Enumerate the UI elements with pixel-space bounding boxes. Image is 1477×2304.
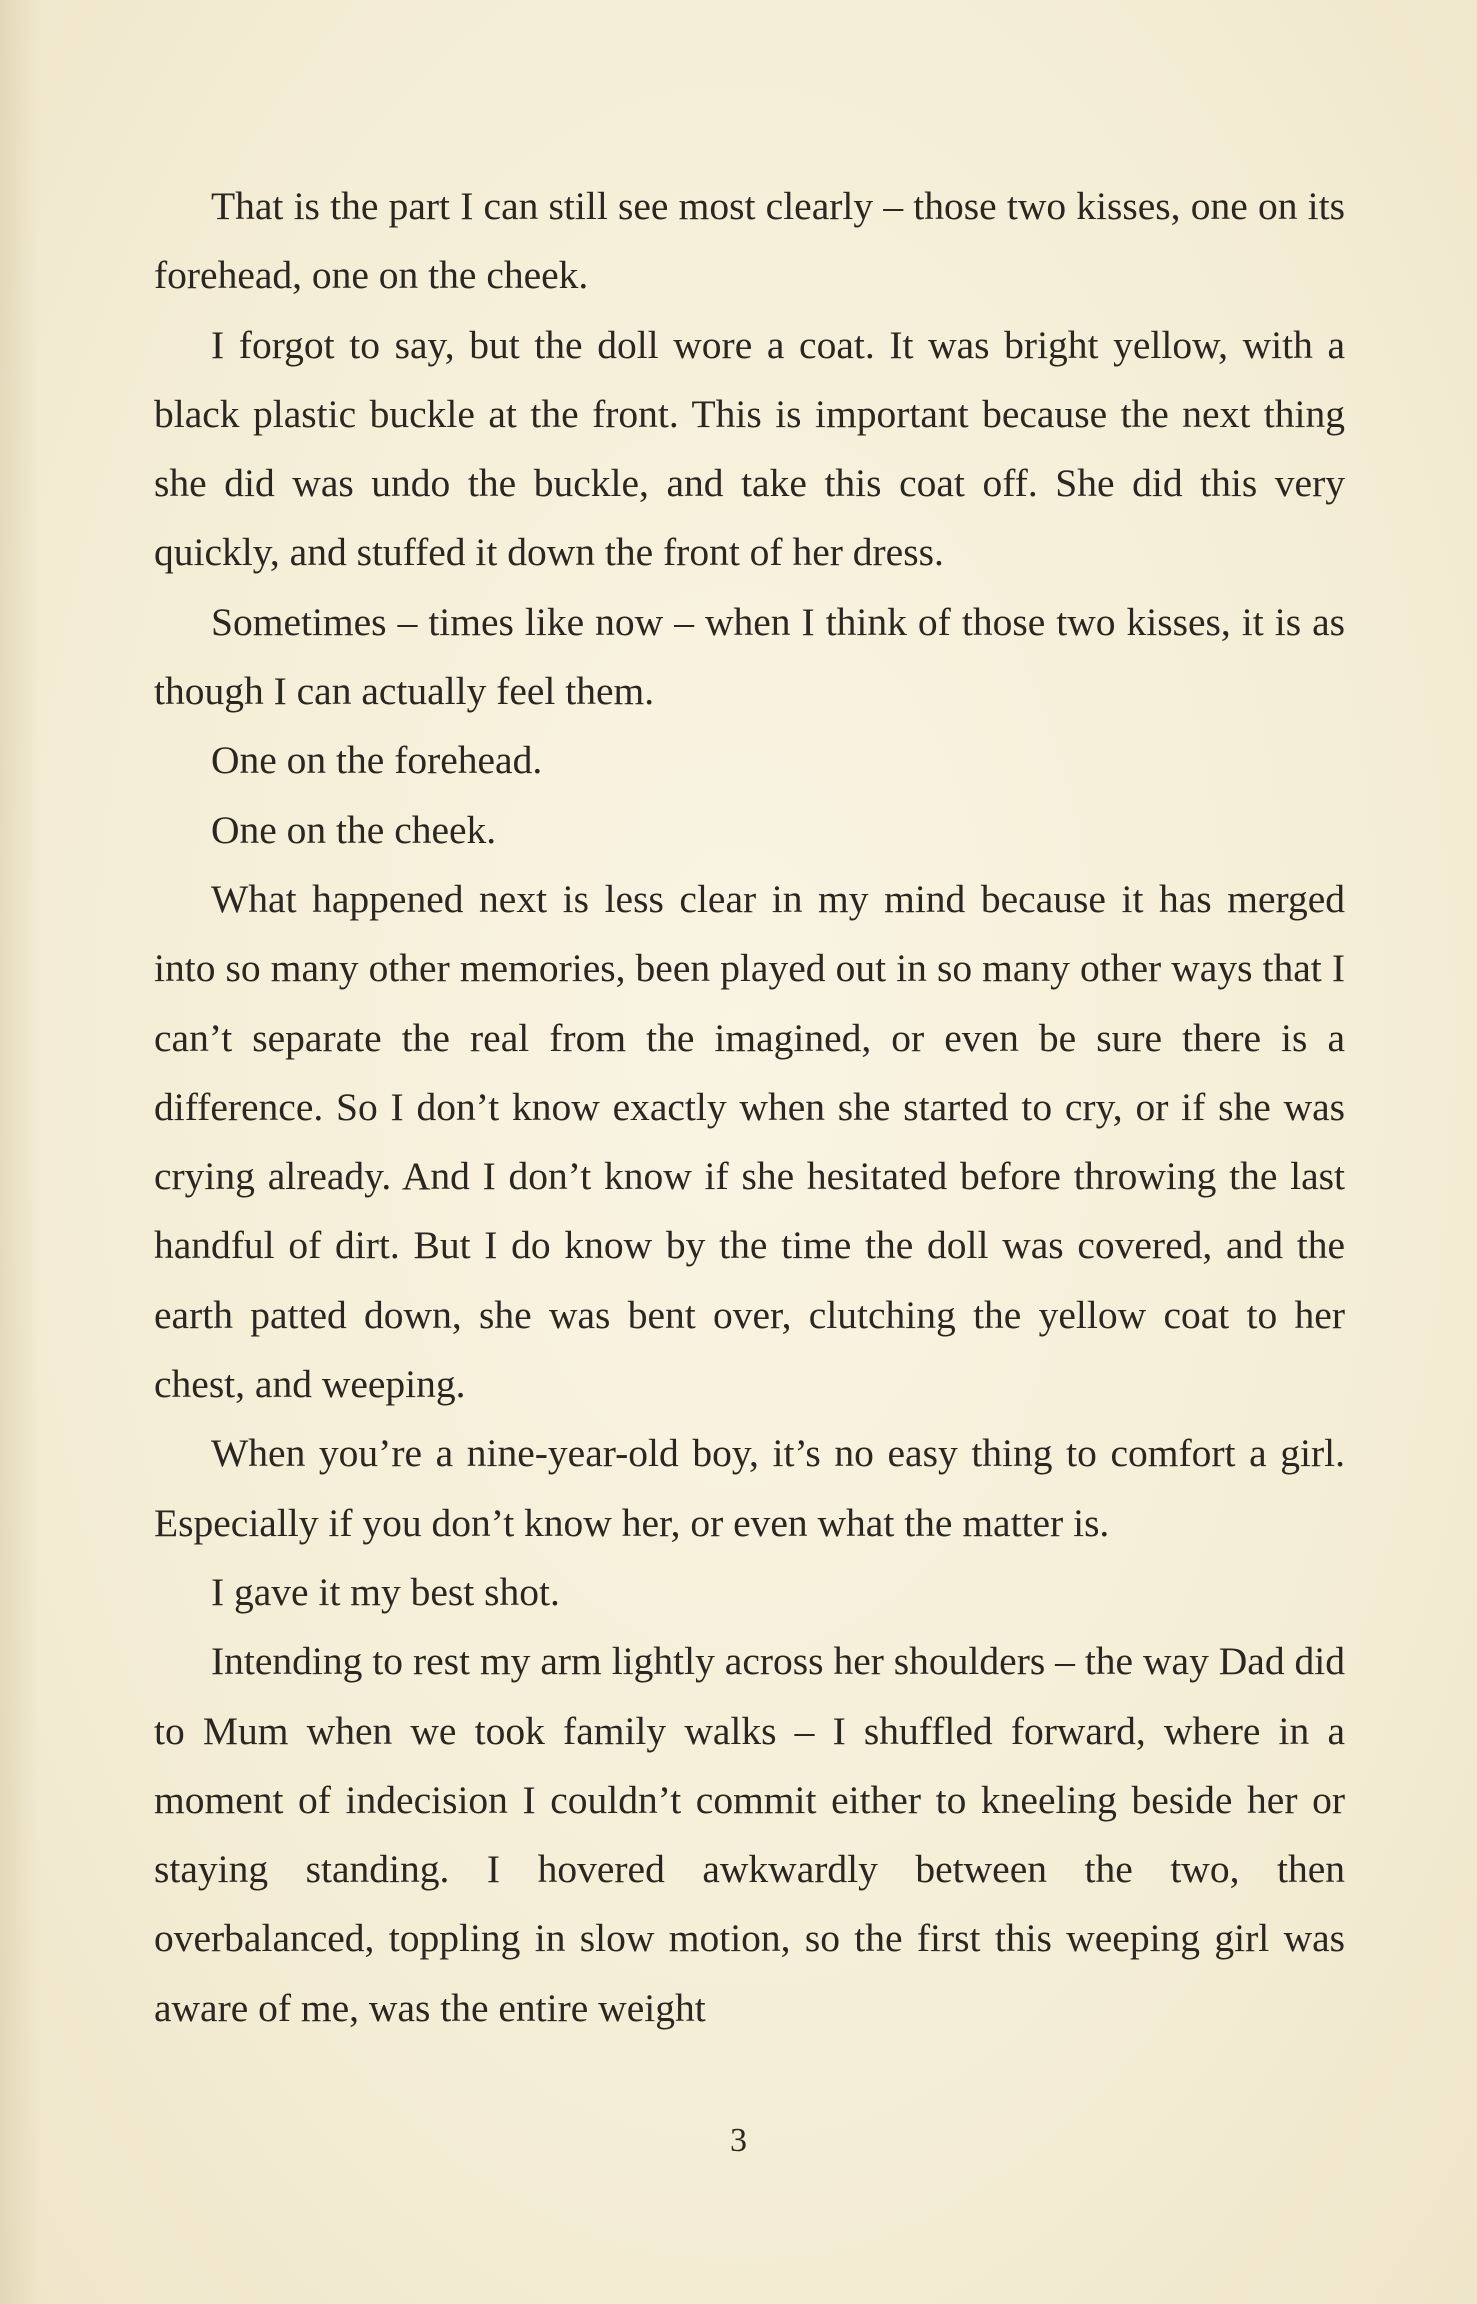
- paragraph-6: What happened next is less clear in my mind because it has merged into so many other memories, been played out in so many other ways that I can’t separate the real from the imagined, or even be sure there is a difference. So I don’t know exactly when she started to cry, or if she was crying already. And I don’t know if she hesitated before throwing the last handful of dirt. But I do know by the time the doll was covered, and the earth patted down, she was bent over, clutching the yellow coat to her chest, and weeping.: [154, 876, 1345, 1407]
- page-number: 3: [730, 2122, 747, 2159]
- paragraph-9: Intending to rest my arm lightly across her shoulders – the way Dad did to Mum when we took family walks – I shuffled forward, where in a moment of indecision I couldn’t commit either to kneeling beside her or staying standing. I hovered awkwardly between the two, then overbalanced, toppling in slow motion, so the first this weeping girl was aware of me, was the entire weight: [154, 1639, 1345, 2030]
- paragraph-5: One on the cheek.: [211, 807, 497, 852]
- paragraph-1: That is the part I can still see most clearly – those two kisses, one on its forehead, one on the cheek.: [154, 184, 1345, 298]
- paragraph-2: I forgot to say, but the doll wore a coat. It was bright yellow, with a black plastic buckle at the front. This is important because the next thing she did was undo the buckle, and take this coat off. She did this very quickly, and stuffed it down the front of her dress.: [154, 322, 1345, 575]
- paragraph-8: I gave it my best shot.: [211, 1569, 560, 1614]
- paragraph-4: One on the forehead.: [211, 738, 543, 783]
- paragraph-3: Sometimes – times like now – when I think of those two kisses, it is as though I can actually feel them.: [154, 599, 1345, 714]
- paragraph-7: When you’re a nine-year-old boy, it’s no easy thing to comfort a girl. Especially if you don’t know her, or even what the matter is.: [154, 1431, 1345, 1545]
- body-text: [154, 172, 1345, 2043]
- page-gutter-shadow: [0, 0, 40, 2304]
